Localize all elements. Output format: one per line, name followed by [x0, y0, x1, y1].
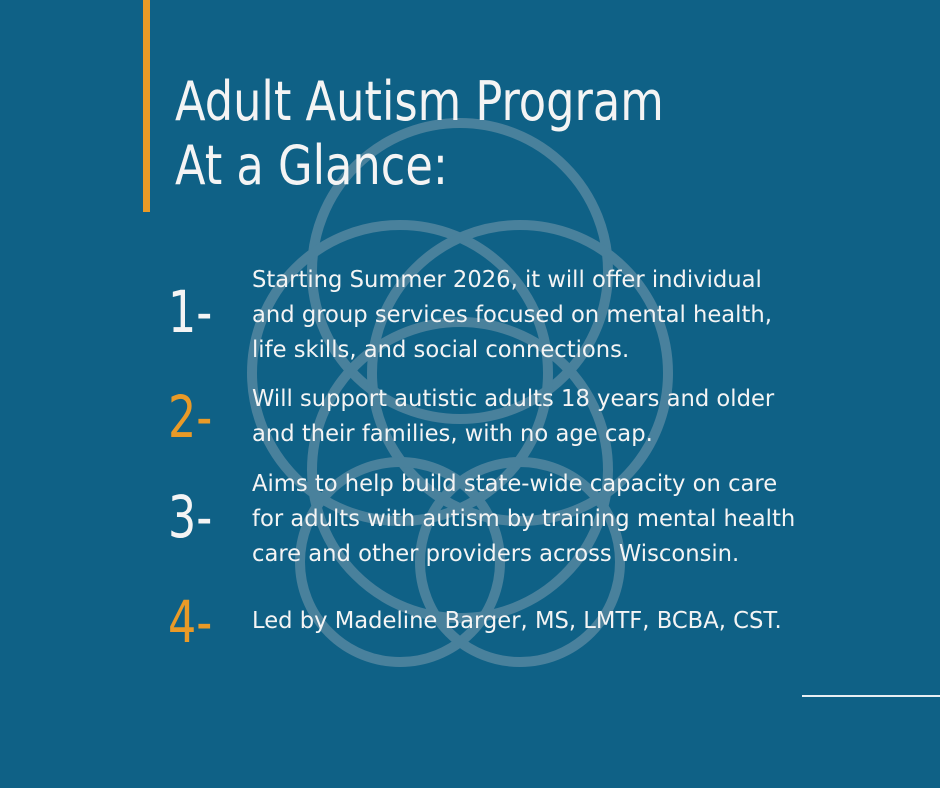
item-1-line-3: life skills, and social connections.: [252, 337, 630, 363]
item-2-line-1: Will support autistic adults 18 years and older: [252, 386, 775, 412]
item-number-1: 1-: [168, 278, 213, 346]
item-text-2: [252, 382, 843, 452]
decorative-rule: [802, 695, 940, 697]
page-title: [175, 70, 664, 198]
item-4-line-1: Led by Madeline Barger, MS, LMTF, BCBA, CST.: [252, 608, 782, 634]
title-line-2: At a Glance:: [175, 134, 448, 197]
item-number-4: 4-: [168, 588, 213, 656]
item-3-line-1: Aims to help build state-wide capacity on care: [252, 471, 778, 497]
item-1-line-1: Starting Summer 2026, it will offer individual: [252, 267, 762, 293]
item-2-line-2: and their families, with no age cap.: [252, 421, 653, 447]
item-number-2: 2-: [168, 383, 213, 451]
item-3-line-2: for adults with autism by training mental health: [252, 506, 796, 532]
item-3-line-3: care and other providers across Wisconsin.: [252, 541, 740, 567]
title-line-1: Adult Autism Program: [175, 70, 664, 133]
title-accent-bar: [143, 0, 150, 212]
item-number-3: 3-: [168, 483, 213, 551]
item-text-4: [252, 604, 843, 639]
item-text-3: [252, 467, 843, 572]
item-text-1: [252, 263, 843, 368]
item-1-line-2: and group services focused on mental health,: [252, 302, 772, 328]
